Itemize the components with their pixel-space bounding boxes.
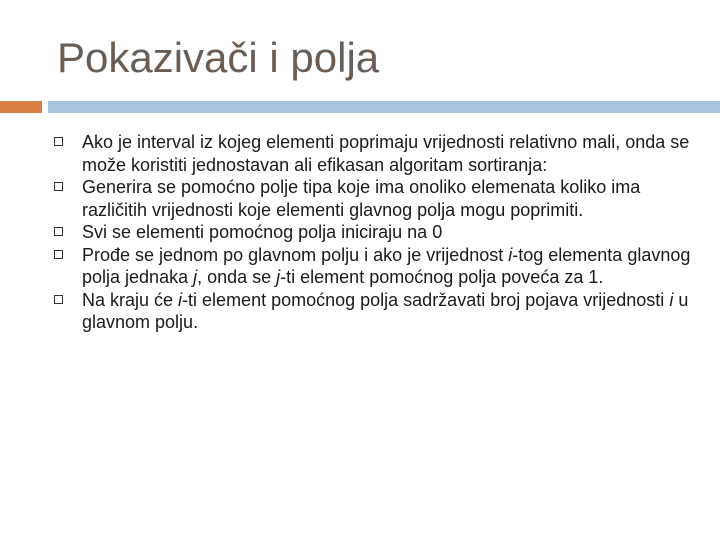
empty-square-icon — [54, 182, 63, 191]
bullet-item — [54, 221, 694, 244]
italic-run: j — [276, 267, 281, 287]
text-run: u glavnom polju. — [82, 289, 689, 332]
empty-square-icon — [54, 227, 63, 236]
italic-run: j — [193, 267, 198, 287]
text-run: Svi se elementi pomoćnog polja iniciraju na 0 — [82, 222, 443, 242]
slide-title: Pokazivači i polja — [57, 34, 380, 81]
empty-square-icon — [54, 295, 63, 304]
text-run: Prođe se jednom po glavnom polju i ako je vrijednost — [82, 244, 509, 265]
text-run: Na kraju će — [82, 289, 179, 310]
text-run: -ti element pomoćnog polja poveća za 1. — [280, 267, 604, 287]
title-rule-bar — [48, 101, 720, 113]
bullet-text — [82, 177, 640, 220]
italic-run: i — [178, 289, 183, 310]
empty-square-icon — [54, 250, 63, 259]
bullet-item — [54, 289, 694, 334]
title-accent-bar — [0, 101, 42, 113]
text-run: Ako je interval iz kojeg elementi poprimaju vrijednosti relativno mali, onda se može koristiti jednostavan ali efikasan algoritam sortiranja: — [82, 132, 690, 175]
italic-run: i — [508, 244, 513, 265]
text-run: -ti element pomoćnog polja sadržavati broj pojava vrijednosti — [182, 289, 670, 310]
empty-square-icon — [54, 137, 63, 146]
bullet-list — [54, 131, 694, 334]
bullet-text — [82, 290, 688, 333]
text-run: Generira se pomoćno polje tipa koje ima onoliko elemenata koliko ima različitih vrijednosti koje elementi glavnog polja mogu poprimiti. — [82, 177, 641, 220]
bullet-item — [54, 131, 694, 176]
text-run: -tog elementa glavnog polja jednaka — [82, 244, 691, 287]
italic-run: i — [669, 289, 674, 310]
bullet-text — [82, 222, 442, 242]
bullet-item — [54, 244, 694, 289]
bullet-item — [54, 176, 694, 221]
bullet-text — [82, 245, 690, 288]
text-run: , onda se — [197, 267, 277, 287]
bullet-text — [82, 132, 689, 175]
